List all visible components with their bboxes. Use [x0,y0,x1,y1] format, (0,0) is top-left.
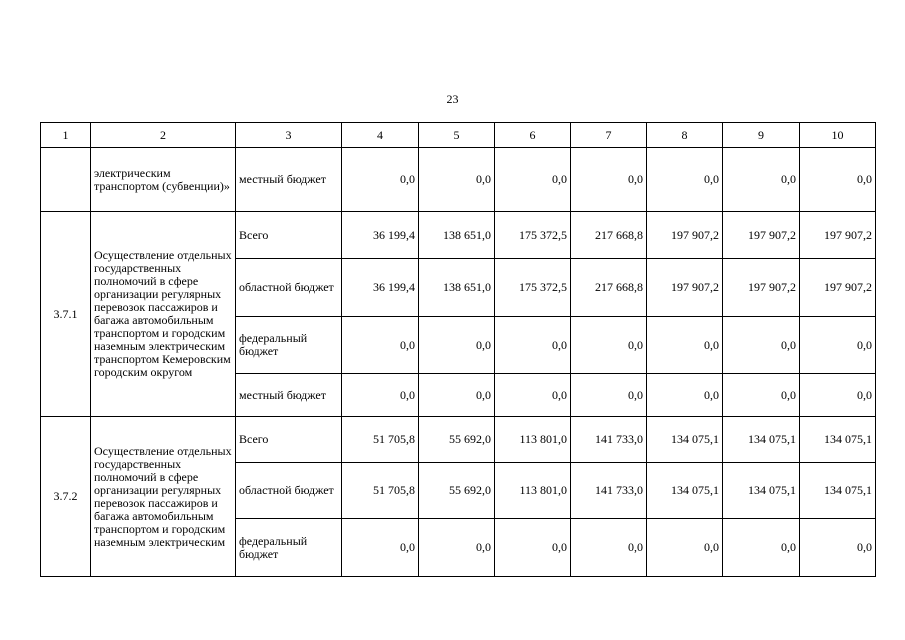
value-cell: 197 907,2 [800,259,876,317]
value-cell: 134 075,1 [800,463,876,519]
value-cell: 0,0 [342,374,419,417]
value-cell: 0,0 [723,374,800,417]
page-number: 23 [446,92,459,106]
value-cell: 0,0 [647,519,723,577]
value-cell: 51 705,8 [342,463,419,519]
value-cell: 0,0 [647,317,723,374]
source-cell: Всего [236,212,342,259]
header-cell: 4 [342,123,419,148]
header-cell: 5 [419,123,495,148]
source-cell: местный бюджет [236,374,342,417]
value-cell: 141 733,0 [571,463,647,519]
header-row [41,123,876,148]
source-cell: областной бюджет [236,463,342,519]
value-cell: 134 075,1 [800,417,876,463]
value-cell: 0,0 [495,317,571,374]
table-row [41,212,876,259]
table-row [41,148,876,212]
value-cell: 197 907,2 [647,259,723,317]
value-cell: 36 199,4 [342,212,419,259]
value-cell: 0,0 [342,148,419,212]
value-cell: 217 668,8 [571,212,647,259]
value-cell: 197 907,2 [723,212,800,259]
budget-table [40,122,876,577]
value-cell: 138 651,0 [419,212,495,259]
source-cell: местный бюджет [236,148,342,212]
header-cell: 1 [41,123,91,148]
header-cell: 2 [91,123,236,148]
description-cell: Осуществление отдельных государственных полномочий в сфере организации регулярных перевозок пассажиров и багажа автомобильным транспортом и городским наземным электрическим транспортом Кемеровским городским округом [91,212,236,417]
header-cell: 6 [495,123,571,148]
value-cell: 51 705,8 [342,417,419,463]
value-cell: 0,0 [571,317,647,374]
value-cell: 0,0 [800,374,876,417]
value-cell: 55 692,0 [419,463,495,519]
value-cell: 0,0 [800,519,876,577]
header-cell: 9 [723,123,800,148]
code-cell: 3.7.1 [41,212,91,417]
header-cell: 8 [647,123,723,148]
value-cell: 0,0 [800,148,876,212]
value-cell: 0,0 [495,519,571,577]
description-cell: электрическим транспортом (субвенции)» [91,148,236,212]
value-cell: 0,0 [342,519,419,577]
value-cell: 0,0 [571,148,647,212]
value-cell: 141 733,0 [571,417,647,463]
value-cell: 0,0 [571,519,647,577]
value-cell: 36 199,4 [342,259,419,317]
value-cell: 175 372,5 [495,259,571,317]
value-cell: 0,0 [723,519,800,577]
value-cell: 0,0 [419,317,495,374]
value-cell: 55 692,0 [419,417,495,463]
value-cell: 0,0 [419,374,495,417]
value-cell: 0,0 [495,374,571,417]
source-cell: федеральный бюджет [236,519,342,577]
value-cell: 134 075,1 [647,463,723,519]
description-cell: Осуществление отдельных государственных полномочий в сфере организации регулярных перевозок пассажиров и багажа автомобильным транспортом и городским наземным электрическим [91,417,236,577]
value-cell: 0,0 [495,148,571,212]
value-cell: 0,0 [647,374,723,417]
value-cell: 113 801,0 [495,417,571,463]
header-cell: 7 [571,123,647,148]
value-cell: 0,0 [723,317,800,374]
source-cell: Всего [236,417,342,463]
header-cell: 10 [800,123,876,148]
code-cell: 3.7.2 [41,417,91,577]
value-cell: 0,0 [800,317,876,374]
source-cell: федеральный бюджет [236,317,342,374]
header-cell: 3 [236,123,342,148]
value-cell: 0,0 [571,374,647,417]
value-cell: 175 372,5 [495,212,571,259]
value-cell: 197 907,2 [800,212,876,259]
value-cell: 138 651,0 [419,259,495,317]
value-cell: 197 907,2 [647,212,723,259]
table-row [41,417,876,463]
source-cell: областной бюджет [236,259,342,317]
value-cell: 0,0 [647,148,723,212]
code-cell [41,148,91,212]
value-cell: 197 907,2 [723,259,800,317]
value-cell: 0,0 [723,148,800,212]
value-cell: 134 075,1 [647,417,723,463]
value-cell: 0,0 [419,519,495,577]
value-cell: 134 075,1 [723,463,800,519]
value-cell: 0,0 [419,148,495,212]
value-cell: 113 801,0 [495,463,571,519]
value-cell: 134 075,1 [723,417,800,463]
value-cell: 0,0 [342,317,419,374]
value-cell: 217 668,8 [571,259,647,317]
